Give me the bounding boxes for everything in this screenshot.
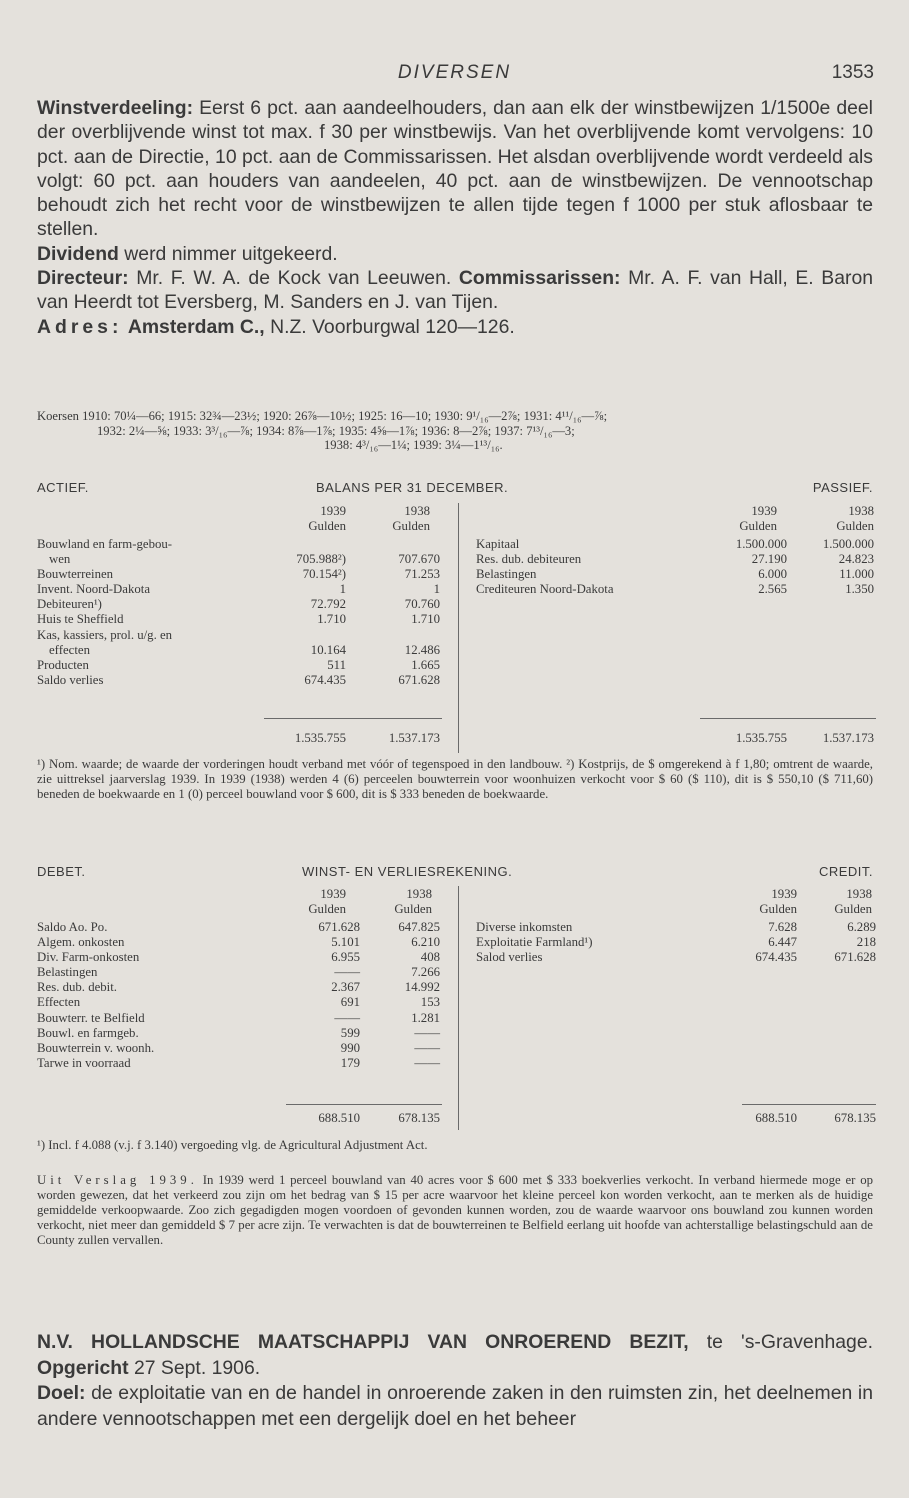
table-row-label: Saldo verlies [37,672,104,687]
year-label: 1938 [846,887,872,901]
table-cell: 1 [433,582,440,597]
koersen-line: 1938: 4³/₁₆—1¼; 1939: 3¼—1¹³/₁₆. [324,438,503,452]
commissarissen-label: Commissarissen: [458,267,621,290]
table-row-label: Effecten [37,995,81,1010]
unit-label: Gulden [836,519,874,534]
actief-values-1939 [256,537,346,688]
table-cell: 6.289 [847,920,876,934]
table-row-label: Res. dub. debiteuren [476,552,582,567]
table-cell: 1.710 [411,612,440,627]
actief-total-1938: 1.537.173 [388,731,440,745]
table-cell: 647.825 [398,920,440,934]
table-cell: 6.447 [768,935,797,950]
table-row-label: Tarwe in voorraad [37,1055,131,1070]
verslag-text: In 1939 werd 1 perceel bouwland van 40 acres voor $ 600 met $ 333 boekverlies verkocht. In verband hiermede moge er op worden gewezen, dat het verkeerd zou zijn om het bedrag van $ 15 per acre waarvoor het kleine perceel kon worden verkocht, aan te merken als de huidige gemiddelde verkoopwaarde. Zoo zich gegadigden mogen voordoen of gevonden kunnen worden, zou de waarde waarvoor ons bouwland zou kunnen worden verkocht, niet meer dan gemiddeld $ 7 per acre zijn. Te verwachten is dat de bouwterreinen te Belfield eerlang uit hoofde van achterstallige belastingschuld aan de County zullen vervallen. [37,1173,874,1248]
table-cell: —— [334,1010,360,1025]
table-cell: —— [414,1055,440,1070]
table-cell: 72.792 [310,597,346,612]
table-cell: 7.628 [768,920,797,934]
adres-label: Adres: [37,315,123,338]
table-cell: 1.350 [845,582,874,597]
winstverdeeling-paragraph [37,96,873,242]
table-row-label: Kas, kassiers, prol. u/g. en [37,627,173,642]
dividend-text: werd nimmer uitgekeerd. [124,242,338,265]
passief-heading: PASSIEF. [812,480,873,495]
wv-credit-rule [742,1104,876,1105]
table-cell: 1.281 [411,1010,440,1025]
year-label: 1939 [751,504,777,518]
table-cell: 990 [340,1040,360,1055]
table-cell: 1.665 [411,657,440,672]
table-cell: 705.988²) [296,552,346,567]
wv-debet-year-1939 [286,887,346,917]
table-cell: 408 [420,950,440,965]
company-name: N.V. HOLLANDSCHE MAATSCHAPPIJ VAN ONROEREND BEZIT, [37,1331,689,1353]
balans-actief-rule [264,718,442,719]
table-cell: 12.486 [404,642,440,657]
wv-credit-year-1938 [812,887,872,917]
table-cell: 2.565 [758,582,787,597]
wv-debet-rule [286,1104,442,1105]
table-cell: 691 [340,995,360,1010]
table-cell: 1.710 [317,612,346,627]
table-cell: 511 [327,657,346,672]
wv-title: WINST- EN VERLIESREKENING. [302,864,513,879]
passief-values-1938 [784,537,874,597]
verslag-paragraph [37,1173,873,1248]
actief-values-1938 [350,537,440,688]
wv-debet-year-1938 [372,887,432,917]
adres-paragraph [37,315,873,339]
balans-title: BALANS PER 31 DECEMBER. [316,480,509,495]
wv-credit-year-1939 [737,887,797,917]
winstverdeeling-text: Eerst 6 pct. aan aandeelhouders, dan aan elk der winstbewijzen 1/1500e deel der overblijvende winst tot max. f 30 per winstbewijs. Van het overblijvende komt vervolgens: 10 pct. aan de Directie, 10 pct. aan de Commissarissen. Het alsdan overblijvende wordt verdeeld als volgt: 60 pct. aan houders van aandeelen, 40 pct. aan de winstbewijzen. De vennootschap behoudt zich het recht voor de winstbewijzen te allen tijde tegen f 1000 per stuk aflosbaar te stellen. [37,97,873,241]
actief-labels [37,537,262,688]
table-cell: 2.367 [331,980,360,995]
table-row-label: Salod verlies [476,950,543,965]
table-row-label: wen [49,552,71,567]
opgericht-text: 27 Sept. 1906. [133,1356,261,1379]
year-label: 1938 [848,504,874,518]
table-cell: 674.435 [304,672,346,687]
table-row-label: Bouwland en farm-gebou- [37,537,173,551]
credit-total-1939: 688.510 [755,1111,797,1125]
commissarissen-text: Mr. A. F. van Hall, E. Baron van Heerdt tot Eversberg, M. Sanders en J. van Tijen. [37,267,874,314]
table-cell: 24.823 [838,552,874,567]
unit-label: Gulden [759,902,797,917]
directeur-text: Mr. F. W. A. de Kock van Leeuwen. [136,267,452,290]
passief-total-1939: 1.535.755 [735,731,787,745]
passief-total-1938: 1.537.173 [822,731,874,745]
wv-footnote: ¹) Incl. f 4.088 (v.j. f 3.140) vergoeding vlg. de Agricultural Adjustment Act. [37,1138,428,1152]
table-cell: 179 [340,1055,360,1070]
table-cell: 218 [856,935,876,950]
directeur-label: Directeur: [37,267,129,290]
table-cell: 14.992 [404,980,440,995]
table-row-label: Huis te Sheffield [37,612,124,627]
table-cell: 11.000 [839,567,874,582]
table-cell: 599 [340,1025,360,1040]
table-cell: 671.628 [398,672,440,687]
table-row-label: Saldo Ao. Po. [37,920,108,934]
actief-heading: ACTIEF. [37,480,89,495]
year-label: 1938 [404,504,430,518]
table-cell: —— [414,1040,440,1055]
passief-values-1939 [697,537,787,597]
table-cell: 1.500.000 [735,537,787,551]
table-cell: 671.628 [834,950,876,965]
credit-total-1938: 678.135 [834,1111,876,1125]
table-cell: 1.500.000 [822,537,874,551]
unit-label: Gulden [308,519,346,534]
table-row-label: Exploitatie Farmland¹) [476,935,593,950]
running-header: DIVERSEN [397,62,512,83]
table-cell: 70.760 [404,597,440,612]
year-label: 1939 [771,887,797,901]
table-cell: 707.670 [398,552,440,567]
credit-values-1938 [792,920,876,965]
unit-label: Gulden [392,519,430,534]
table-row-label: Producten [37,657,89,672]
table-cell: 7.266 [411,965,440,980]
page-number: 1353 [831,62,874,83]
table-cell: 671.628 [318,920,360,934]
koersen-block [37,409,873,453]
balans-passief-year-1938 [804,504,874,534]
debet-heading: DEBET. [37,864,86,879]
company-place: te 's-Gravenhage. [706,1331,874,1353]
table-row-label: Belastingen [476,567,537,582]
table-cell: 674.435 [755,950,797,965]
debet-labels [37,920,282,1071]
debet-values-1938 [356,920,440,1071]
doel-label: Doel: [37,1382,86,1404]
koersen-line: Koersen 1910: 70¼—66; 1915: 32¾—23½; 1920: 26⅞—10½; 1925: 16—10; 1930: 9¹/₁₆—2⅞; 1931: 4¹¹/₁₆—⅞; [37,409,608,423]
nv-heading-paragraph [37,1330,873,1381]
balans-passief-year-1939 [707,504,777,534]
verslag-label: Uit Verslag 1939. [37,1173,198,1187]
unit-label: Gulden [394,902,432,917]
table-row-label: Debiteuren¹) [37,597,102,612]
opgericht-label: Opgericht [37,1356,129,1379]
table-cell: 6.210 [411,935,440,950]
debet-total-1939: 688.510 [318,1111,360,1125]
table-row-label: Crediteuren Noord-Dakota [476,582,614,597]
adres-text: N.Z. Voorburgwal 120—126. [270,315,515,338]
table-row-label: Bouwterr. te Belfield [37,1010,145,1025]
directeur-paragraph [37,266,873,315]
nv-section [37,1330,873,1432]
credit-heading: CREDIT. [818,864,873,879]
table-row-label: Res. dub. debit. [37,980,117,995]
table-row-label: Diverse inkomsten [476,920,573,934]
credit-values-1939 [713,920,797,965]
table-cell: 71.253 [404,567,440,582]
table-row-label: Bouwterreinen [37,567,114,582]
year-label: 1939 [320,504,346,518]
table-row-label: Bouwl. en farmgeb. [37,1025,139,1040]
table-row-label: Kapitaal [476,537,520,551]
table-cell: 10.164 [310,642,346,657]
dividend-label: Dividend [37,242,119,265]
table-cell: 27.190 [751,552,787,567]
table-row-label: effecten [49,642,90,657]
table-cell: —— [334,965,360,980]
balans-actief-year-1938 [360,504,430,534]
table-cell: 70.154²) [302,567,346,582]
adres-city: Amsterdam C., [127,315,265,338]
actief-total-1939: 1.535.755 [294,731,346,745]
dividend-paragraph [37,242,873,266]
debet-values-1939 [276,920,360,1071]
table-row-label: Bouwterrein v. woonh. [37,1040,155,1055]
balans-divider [458,503,459,753]
koersen-line: 1932: 2¼—⅝; 1933: 3³/₁₆—⅞; 1934: 8⅞—1⅞; 1935: 4⅝—1⅞; 1936: 8—2⅞; 1937: 7¹³/₁₆—3; [97,423,575,438]
balans-passief-rule [700,718,876,719]
unit-label: Gulden [308,902,346,917]
balans-footnote: ¹) Nom. waarde; de waarde der vorderingen houdt verband met vóór of tegenspoed in den landbouw. ²) Kostprijs, de $ omgerekend à f 1,80; omtrent de waarde, zie uittreksel jaarverslag 1939. In 1939 (1938) werden 4 (6) perceelen bouwterrein voor woonhuizen verkocht voor $ 60 ($ 110), dit is $ 550,10 ($ 711,60) beneden de boekwaarde en 1 (0) perceel bouwland voor $ 600, dit is $ 333 beneden de boekwaarde. [37,757,873,802]
credit-labels [476,920,721,965]
table-cell: 6.000 [758,567,787,582]
table-row-label: Div. Farm-onkosten [37,950,140,965]
wv-divider [458,886,459,1130]
year-label: 1939 [320,887,346,901]
table-cell: 153 [420,995,440,1010]
year-label: 1938 [406,887,432,901]
debet-total-1938: 678.135 [398,1111,440,1125]
table-row-label: Invent. Noord-Dakota [37,582,151,597]
table-row-label: Belastingen [37,965,98,980]
passief-labels [476,537,701,597]
table-cell: 1 [339,582,346,597]
unit-label: Gulden [834,902,872,917]
table-row-label: Algem. onkosten [37,935,125,950]
table-cell: —— [414,1025,440,1040]
table-cell: 5.101 [331,935,360,950]
unit-label: Gulden [739,519,777,534]
balans-actief-year-1939 [276,504,346,534]
table-cell: 6.955 [331,950,360,965]
winstverdeeling-label: Winstverdeeling: [37,97,194,119]
company-details [37,96,873,339]
doel-text: de exploitatie van en de handel in onroerende zaken in den ruimsten zin, het deelnemen in andere vennootschappen met een dergelijk doel en het beheer [37,1382,873,1430]
doel-paragraph [37,1381,873,1432]
